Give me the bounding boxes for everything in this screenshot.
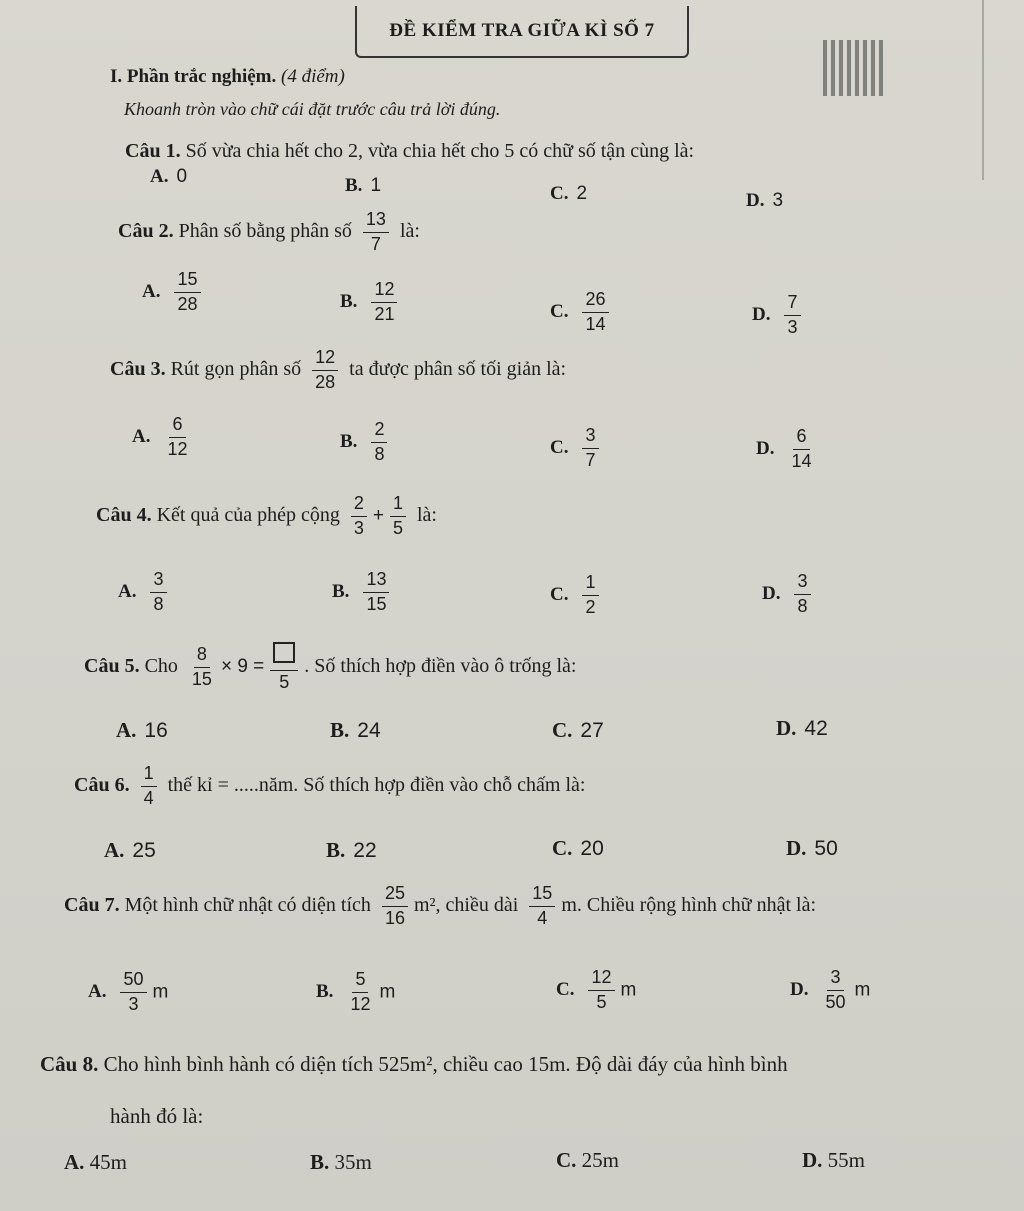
q1-text: Số vừa chia hết cho 2, vừa chia hết cho 5 có chữ số tận cùng là: [185, 140, 695, 162]
q2-option-a[interactable]: A. $\frac{15}{28}$ [142, 270, 207, 315]
q8-option-a[interactable]: A. 45m [64, 1150, 128, 1174]
q5-option-d[interactable]: D. 42 [776, 716, 828, 740]
question-8: Câu 8. Cho hình bình hành có diện tích 525m², chiều cao 15m. Độ dài đáy của hình bình [40, 1052, 788, 1076]
q2-fraction: $\frac{13}{7}$ [363, 210, 389, 255]
q3-label: Câu 3. [110, 357, 166, 380]
question-1 [125, 140, 694, 163]
question-6: Câu 6. $\frac{1}{4}$ thế kỉ = .....năm. Số thích hợp điền vào chỗ chấm là: [74, 763, 586, 808]
q7-option-a[interactable]: A. $\frac{50}{3}$ m [88, 969, 169, 1014]
q1-option-b[interactable]: B. 1 [345, 175, 382, 196]
q6-option-b[interactable]: B. 22 [326, 838, 377, 862]
q7-label: Câu 7. [64, 893, 120, 916]
q4-option-b[interactable]: B. $\frac{13}{15}$ [332, 570, 395, 615]
section-title [110, 66, 345, 88]
q7-option-b[interactable]: B. $\frac{5}{12}$ m [316, 969, 396, 1014]
q7-option-c[interactable]: C. $\frac{12}{5}$ m [556, 967, 637, 1012]
q1-option-a[interactable]: A. 0 [150, 166, 188, 187]
exam-title-text: ĐỀ KIỂM TRA GIỮA KÌ SỐ 7 [389, 20, 655, 41]
q5-option-b[interactable]: B. 24 [330, 718, 381, 742]
section-title-text: I. Phần trắc nghiệm. [110, 66, 277, 87]
q8-option-d[interactable]: D. 55m [802, 1148, 866, 1172]
q3-option-d[interactable]: D. $\frac{6}{14}$ [756, 426, 812, 471]
instruction: Khoanh tròn vào chữ cái đặt trước câu trả lời đúng. [124, 99, 501, 119]
exam-title [355, 6, 689, 58]
q5-label: Câu 5. [84, 654, 140, 677]
answer-blank-box[interactable] [273, 642, 295, 663]
q8-option-b[interactable]: B. 35m [310, 1150, 372, 1174]
q3-fraction: $\frac{12}{28}$ [312, 348, 338, 393]
q3-option-b[interactable]: B. $\frac{2}{8}$ [340, 420, 393, 465]
question-8-cont: hành đó là: [110, 1104, 204, 1128]
q6-option-d[interactable]: D. 50 [786, 836, 838, 860]
q1-option-d[interactable]: D. 3 [746, 190, 784, 211]
qr-code-icon [823, 40, 887, 96]
q6-label: Câu 6. [74, 773, 130, 796]
q2-option-d[interactable]: D. $\frac{7}{3}$ [752, 293, 807, 338]
q5-option-c[interactable]: C. 27 [552, 718, 604, 742]
question-7: Câu 7. Một hình chữ nhật có diện tích $\frac{25}{16}$ m², chiều dài $\frac{15}{4}$ m. Chiều rộng hình chữ nhật là: [64, 883, 816, 928]
q1-option-c[interactable]: C. 2 [550, 183, 588, 204]
q2-label: Câu 2. [118, 219, 174, 242]
q5-blank-fraction: 5 [270, 642, 298, 693]
q4-option-d[interactable]: D. $\frac{3}{8}$ [762, 572, 817, 617]
q8-label: Câu 8. [40, 1052, 99, 1076]
q4-label: Câu 4. [96, 503, 152, 526]
q5-option-a[interactable]: A. 16 [116, 718, 168, 742]
q6-option-c[interactable]: C. 20 [552, 836, 604, 860]
q2-option-c[interactable]: C. $\frac{26}{14}$ [550, 290, 615, 335]
q3-option-a[interactable]: A. $\frac{6}{12}$ [132, 414, 188, 459]
q1-label: Câu 1. [125, 140, 181, 162]
q4-option-c[interactable]: C. $\frac{1}{2}$ [550, 573, 605, 618]
paper-fold [982, 0, 984, 180]
q3-option-c[interactable]: C. $\frac{3}{7}$ [550, 426, 605, 471]
q4-option-a[interactable]: A. $\frac{3}{8}$ [118, 570, 173, 615]
question-5: Câu 5. Cho $\frac{8}{15}$ × 9 = 5 . Số thích hợp điền vào ô trống là: [84, 644, 577, 692]
q2-option-b[interactable]: B. $\frac{12}{21}$ [340, 280, 403, 325]
q6-option-a[interactable]: A. 25 [104, 838, 156, 862]
question-4: Câu 4. Kết quả của phép cộng $\frac{2}{3}$ + $\frac{1}{5}$ là: [96, 493, 437, 538]
q8-option-c[interactable]: C. 25m [556, 1148, 620, 1172]
q7-option-d[interactable]: D. $\frac{3}{50}$ m [790, 967, 871, 1012]
question-2: Câu 2. Phân số bằng phân số $\frac{13}{7}$ là: [118, 209, 420, 254]
question-3: Câu 3. Rút gọn phân số $\frac{12}{28}$ ta được phân số tối giản là: [110, 347, 567, 392]
section-points: (4 điểm) [281, 66, 345, 87]
